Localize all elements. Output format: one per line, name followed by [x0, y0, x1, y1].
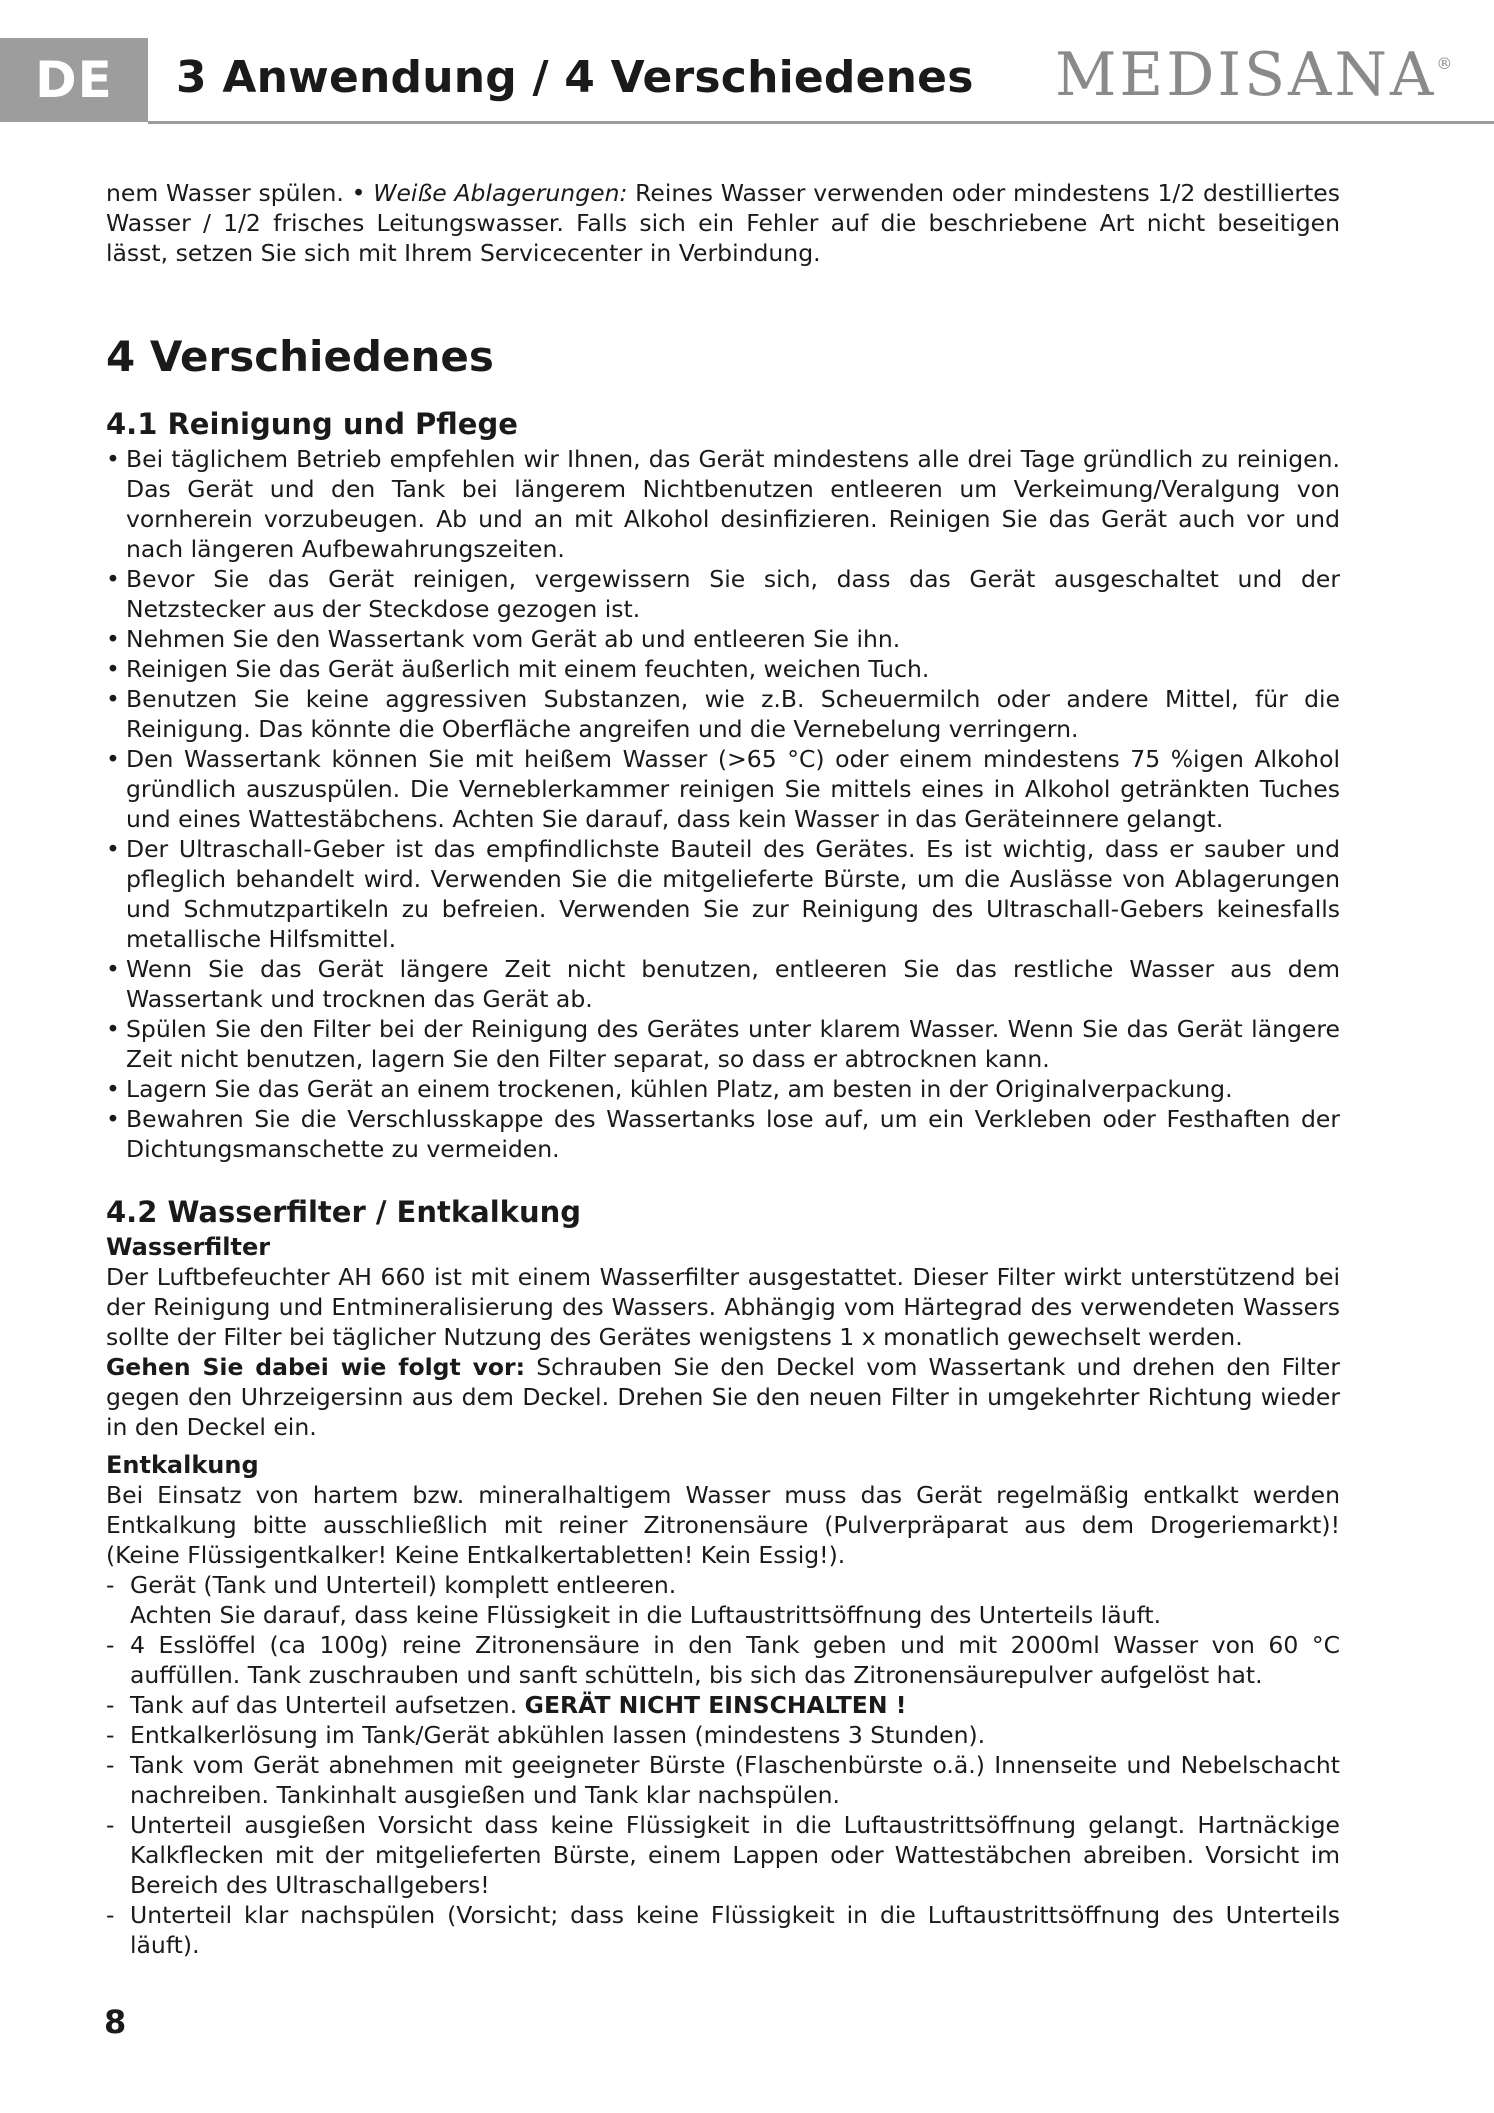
list-item: - Unterteil klar nachspülen (Vorsicht; dass keine Flüssigkeit in die Luftaustrittsöffnung des Unterteils läuft).	[106, 1900, 1340, 1960]
list-item: • Den Wassertank können Sie mit heißem Wasser (>65 °C) oder einem mindestens 75 %igen Alkohol gründlich auszuspülen. Die Verneblerkammer reinigen Sie mittels eines in Alkohol getränkten Tuches und eines Wattestäbchens. Achten Sie darauf, dass kein Wasser in das Geräteinnere gelangt.	[106, 744, 1340, 834]
descaling-paragraph: Bei Einsatz von hartem bzw. mineralhaltigem Wasser muss das Gerät regelmäßig entkalkt werden Entkalkung bitte ausschließlich mit reiner Zitronensäure (Pulverpräparat aus dem Drogeriemarkt)! (Keine Flüssigentkalker! Keine Entkalkertabletten! Kein Essig!).	[106, 1481, 1340, 1569]
list-item: - Entkalkerlösung im Tank/Gerät abkühlen lassen (mindestens 3 Stunden).	[106, 1720, 1340, 1750]
procedure-lead: Gehen Sie dabei wie folgt vor:	[106, 1353, 526, 1381]
intro-italic: Weiße Ablagerungen:	[373, 179, 628, 207]
step-note: Achten Sie darauf, dass keine Flüssigkeit in die Luftaustrittsöffnung des Unterteils läuft.	[130, 1601, 1162, 1629]
cleaning-list	[106, 444, 1340, 1164]
list-item: • Nehmen Sie den Wassertank vom Gerät ab und entleeren Sie ihn.	[106, 624, 1340, 654]
header-divider	[148, 121, 1494, 124]
intro-part2: Reines Wasser verwenden oder mindestens 1/2 destilliertes Wasser / 1/2 frisches Leitungswasser. Falls sich ein Fehler auf die beschriebene Art nicht beseitigen lässt, setzen Sie sich mit Ihrem Servicecenter in Verbindung.	[106, 179, 1341, 267]
list-item: • Spülen Sie den Filter bei der Reinigung des Gerätes unter klarem Wasser. Wenn Sie das Gerät längere Zeit nicht benutzen, lagern Sie den Filter separat, so dass er abtrocknen kann.	[106, 1014, 1340, 1074]
descaling-steps	[106, 1570, 1340, 1960]
list-item: • Reinigen Sie das Gerät äußerlich mit einem feuchten, weichen Tuch.	[106, 654, 1340, 684]
page-header-title: 3 Anwendung / 4 Verschiedenes	[176, 52, 974, 103]
section-4-2-heading: 4.2 Wasserfilter / Entkalkung	[106, 1195, 581, 1229]
list-item: • Bewahren Sie die Verschlusskappe des Wassertanks lose auf, um ein Verkleben oder Festhaften der Dichtungsmanschette zu vermeiden.	[106, 1104, 1340, 1164]
intro-part1: nem Wasser spülen. •	[106, 179, 374, 207]
list-item: • Der Ultraschall-Geber ist das empfindlichste Bauteil des Gerätes. Es ist wichtig, dass er sauber und pfleglich behandelt wird. Verwenden Sie die mitgelieferte Bürste, um die Auslässe von Ablagerungen und Schmutzpartikeln zu befreien. Verwenden Sie zur Reinigung des Ultraschall-Gebers keinesfalls metallische Hilfsmittel.	[106, 834, 1340, 954]
section-4-1-heading: 4.1 Reinigung und Pflege	[106, 407, 518, 441]
list-item: - Unterteil ausgießen Vorsicht dass keine Flüssigkeit in die Luftaustrittsöffnung gelangt. Hartnäckige Kalkflecken mit der mitgelieferten Bürste, einem Lappen oder Wattestäbchen abreiben. Vorsicht im Bereich des Ultraschallgebers!	[106, 1810, 1340, 1900]
list-item: - 4 Esslöffel (ca 100g) reine Zitronensäure in den Tank geben und mit 2000ml Wasser von 60 °C auffüllen. Tank zuschrauben und sanft schütteln, bis sich das Zitronensäurepulver aufgelöst hat.	[106, 1630, 1340, 1690]
page-number: 8	[104, 2003, 127, 2041]
step-text: Gerät (Tank und Unterteil) komplett entleeren.	[130, 1571, 677, 1599]
section-4-heading: 4 Verschiedenes	[106, 332, 494, 381]
language-tab: DE	[0, 38, 148, 122]
medisana-logo	[1055, 40, 1452, 110]
list-item: • Lagern Sie das Gerät an einem trockenen, kühlen Platz, am besten in der Originalverpackung.	[106, 1074, 1340, 1104]
registered-mark: ®	[1436, 54, 1453, 73]
list-item: • Bei täglichem Betrieb empfehlen wir Ihnen, das Gerät mindestens alle drei Tage gründlich zu reinigen. Das Gerät und den Tank bei längerem Nichtbenutzen entleeren um Verkeimung/Veralgung von vornherein vorzubeugen. Ab und an mit Alkohol desinfizieren. Reinigen Sie das Gerät auch vor und nach längeren Aufbewahrungszeiten.	[106, 444, 1340, 564]
filter-procedure-paragraph	[106, 1352, 1340, 1442]
intro-paragraph	[106, 178, 1340, 268]
list-item	[106, 1690, 1340, 1720]
step-text: Tank auf das Unterteil aufsetzen.	[130, 1691, 525, 1719]
procedure-text: Schrauben Sie den Deckel vom Wassertank und drehen den Filter gegen den Uhrzeigersinn aus dem Deckel. Drehen Sie den neuen Filter in umgekehrter Richtung wieder in den Deckel ein.	[106, 1353, 1340, 1441]
logo-text: MEDISANA	[1055, 40, 1437, 110]
list-item: • Wenn Sie das Gerät längere Zeit nicht benutzen, entleeren Sie das restliche Wasser aus dem Wassertank und trocknen das Gerät ab.	[106, 954, 1340, 1014]
list-item	[106, 1570, 1340, 1630]
water-filter-heading: Wasserfilter	[106, 1233, 271, 1261]
water-filter-paragraph: Der Luftbefeuchter AH 660 ist mit einem Wasserfilter ausgestattet. Dieser Filter wirkt unterstützend bei der Reinigung und Entmineralisierung des Wassers. Abhängig vom Härtegrad des verwendeten Wassers sollte der Filter bei täglicher Nutzung des Gerätes wenigstens 1 x monatlich gewechselt werden.	[106, 1263, 1340, 1351]
list-item: - Tank vom Gerät abnehmen mit geeigneter Bürste (Flaschenbürste o.ä.) Innenseite und Nebelschacht nachreiben. Tankinhalt ausgießen und Tank klar nachspülen.	[106, 1750, 1340, 1810]
list-item: • Benutzen Sie keine aggressiven Substanzen, wie z.B. Scheuermilch oder andere Mittel, für die Reinigung. Das könnte die Oberfläche angreifen und die Vernebelung verringern.	[106, 684, 1340, 744]
list-item: • Bevor Sie das Gerät reinigen, vergewissern Sie sich, dass das Gerät ausgeschaltet und der Netzstecker aus der Steckdose gezogen ist.	[106, 564, 1340, 624]
page-content	[106, 178, 1340, 1960]
warning-text: GERÄT NICHT EINSCHALTEN !	[524, 1691, 907, 1719]
descaling-heading: Entkalkung	[106, 1451, 259, 1479]
